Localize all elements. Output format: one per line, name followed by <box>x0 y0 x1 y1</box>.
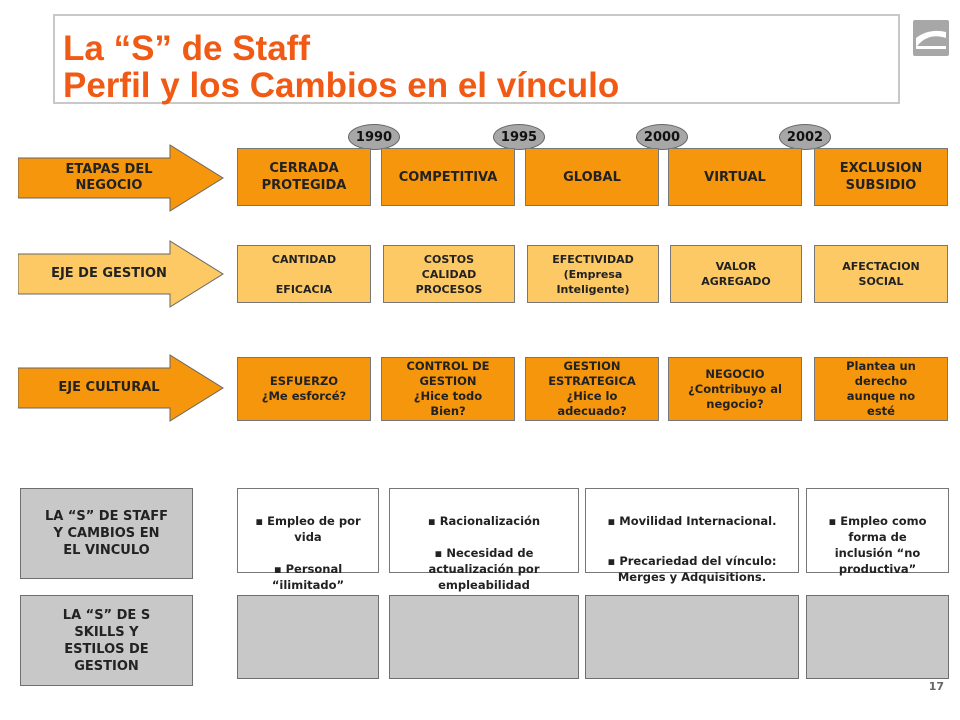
arch-logo-icon <box>913 20 949 56</box>
year-badge-1990: 1990 <box>348 124 400 150</box>
staff-box-1 <box>237 488 379 592</box>
bullet-item: ▪ Empleo de por vida <box>255 514 361 544</box>
stage-box-cerrada: CERRADA PROTEGIDA <box>237 148 371 206</box>
arrow-label: EJE DE GESTION <box>51 266 167 281</box>
skills-box-3 <box>585 595 799 679</box>
gestion-box-cantidad: CANTIDAD EFICACIA <box>237 245 371 303</box>
bullet-item: ▪ Racionalización <box>427 514 541 528</box>
arrow-label: EJE CULTURAL <box>58 380 160 395</box>
year-badge-1995: 1995 <box>493 124 545 150</box>
cultural-box-esfuerzo: ESFUERZO ¿Me esforcé? <box>237 357 371 421</box>
gestion-box-valor: VALOR AGREGADO <box>670 245 802 303</box>
title-line-2: Perfil y los Cambios en el vínculo <box>63 66 620 105</box>
gestion-box-afectacion: AFECTACION SOCIAL <box>814 245 948 303</box>
stage-box-exclusion: EXCLUSION SUBSIDIO <box>814 148 948 206</box>
arrow-etapas-del-negocio <box>18 144 224 212</box>
year-badge-2000: 2000 <box>636 124 688 150</box>
gestion-box-efectividad: EFECTIVIDAD (Empresa Inteligente) <box>527 245 659 303</box>
bullet-item: ▪ Personal “ilimitado” <box>271 562 345 592</box>
gestion-box-costos: COSTOS CALIDAD PROCESOS <box>383 245 515 303</box>
bullet-item: ▪ Empleo como forma de inclusión “no productiva” <box>828 514 927 576</box>
skills-box-4 <box>806 595 949 679</box>
skills-label-box: LA “S” DE S SKILLS Y ESTILOS DE GESTION <box>20 595 193 686</box>
stage-box-competitiva: COMPETITIVA <box>381 148 515 206</box>
bullet-item: ▪ Necesidad de actualización por empleabilidad <box>428 546 540 592</box>
staff-label-box: LA “S” DE STAFF Y CAMBIOS EN EL VINCULO <box>20 488 193 579</box>
cultural-box-negocio: NEGOCIO ¿Contribuyo al negocio? <box>668 357 802 421</box>
bullet-item: ▪ Precariedad del vínculo: Merges y Adquisitions. <box>607 554 777 584</box>
arrow-label: ETAPAS DEL NEGOCIO <box>65 162 153 193</box>
staff-box-4 <box>806 488 949 576</box>
skills-box-2 <box>389 595 579 679</box>
year-badge-2002: 2002 <box>779 124 831 150</box>
page-number: 17 <box>928 680 944 693</box>
staff-box-2 <box>389 488 579 592</box>
skills-box-1 <box>237 595 379 679</box>
staff-box-3 <box>585 488 799 584</box>
title-box <box>53 14 900 104</box>
cultural-box-control: CONTROL DE GESTION ¿Hice todo Bien? <box>381 357 515 421</box>
title-line-1: La “S” de Staff <box>63 29 310 68</box>
arrow-eje-de-gestion <box>18 240 224 308</box>
cultural-box-plantea: Plantea un derecho aunque no esté <box>814 357 948 421</box>
arrow-eje-cultural <box>18 354 224 422</box>
stage-box-virtual: VIRTUAL <box>668 148 802 206</box>
stage-box-global: GLOBAL <box>525 148 659 206</box>
bullet-item: ▪ Movilidad Internacional. <box>607 514 777 528</box>
cultural-box-gestion-estrategica: GESTION ESTRATEGICA ¿Hice lo adecuado? <box>525 357 659 421</box>
